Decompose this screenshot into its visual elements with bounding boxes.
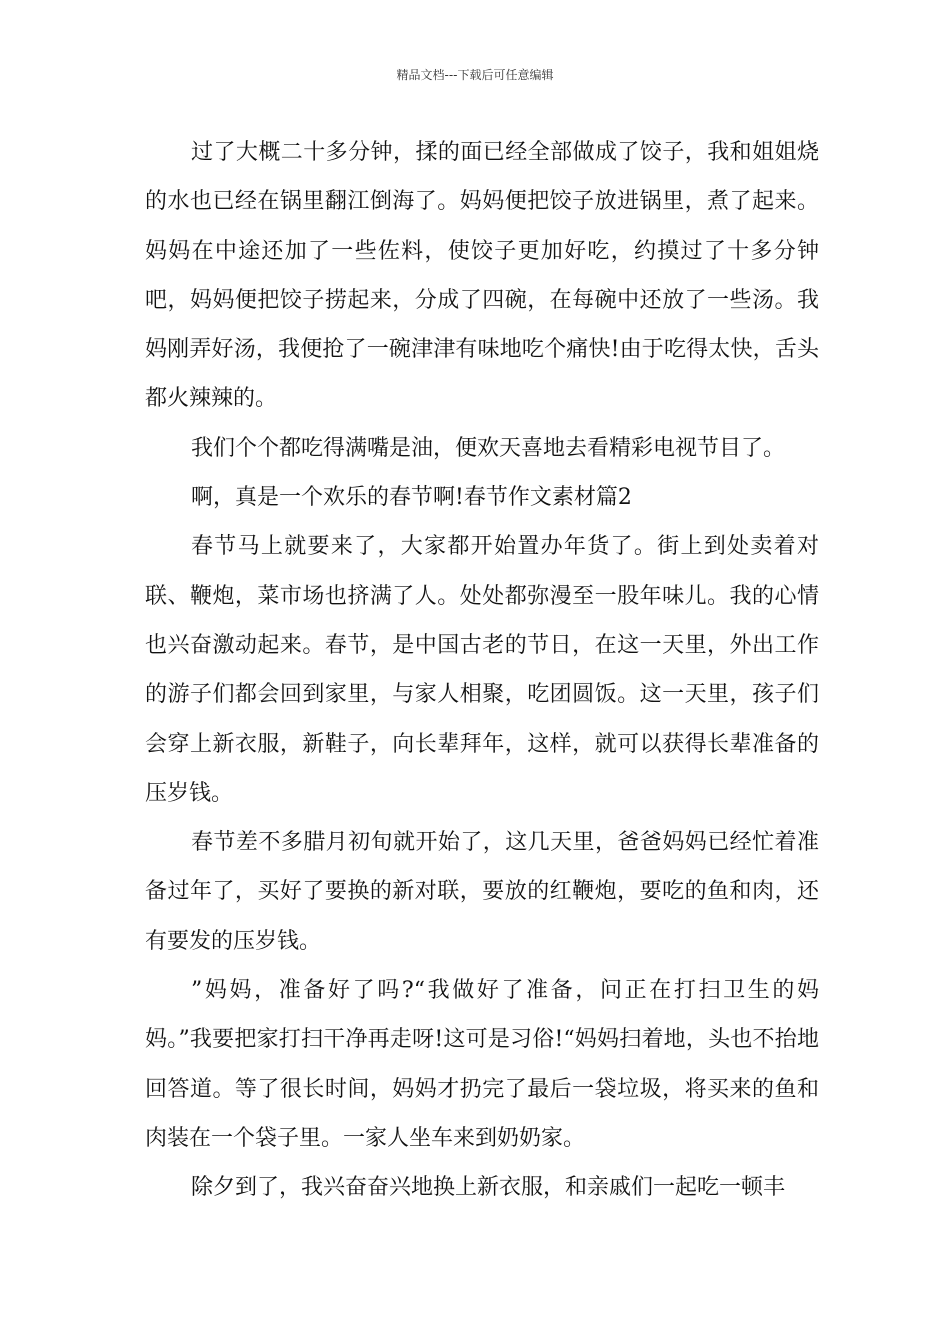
paragraph: 春节差不多腊月初旬就开始了，这几天里，爸爸妈妈已经忙着准备过年了，买好了要换的新对联，要放的红鞭炮，要吃的鱼和肉，还有要发的压岁钱。	[145, 830, 819, 954]
paragraph: 我们个个都吃得满嘴是油，便欢天喜地去看精彩电视节目了。	[191, 435, 786, 461]
paragraph: 除夕到了，我兴奋奋兴地换上新衣服，和亲戚们一起吃一顿丰	[191, 1175, 786, 1201]
paragraph: 过了大概二十多分钟，揉的面已经全部做成了饺子，我和姐姐烧的水也已经在锅里翻江倒海了。妈妈便把饺子放进锅里，煮了起来。妈妈在中途还加了一些佐料，使饺子更加好吃，约摸过了十多分钟吧，妈妈便把饺子捞起来，分成了四碗，在每碗中还放了一些汤。我妈刚弄好汤，我便抢了一碗津津有味地吃个痛快!由于吃得太快，舌头都火辣辣的。	[145, 140, 819, 412]
page-header: 精品文档---下载后可任意编辑	[396, 68, 554, 82]
document-body	[145, 128, 819, 1213]
paragraph: 啊，真是一个欢乐的春节啊!春节作文素材篇2	[191, 485, 632, 511]
paragraph: 春节马上就要来了，大家都开始置办年货了。街上到处卖着对联、鞭炮，菜市场也挤满了人。处处都弥漫至一股年味儿。我的心情也兴奋激动起来。春节，是中国古老的节日，在这一天里，外出工作的游子们都会回到家里，与家人相聚，吃团圆饭。这一天里，孩子们会穿上新衣服，新鞋子，向长辈拜年，这样，就可以获得长辈准备的压岁钱。	[145, 534, 819, 806]
paragraph: ”妈妈，准备好了吗?“我做好了准备，问正在打扫卫生的妈妈。”我要把家打扫干净再走呀!这可是习俗!“妈妈扫着地，头也不抬地回答道。等了很长时间，妈妈才扔完了最后一袋垃圾，将买来的鱼和肉装在一个袋子里。一家人坐车来到奶奶家。	[145, 978, 819, 1151]
